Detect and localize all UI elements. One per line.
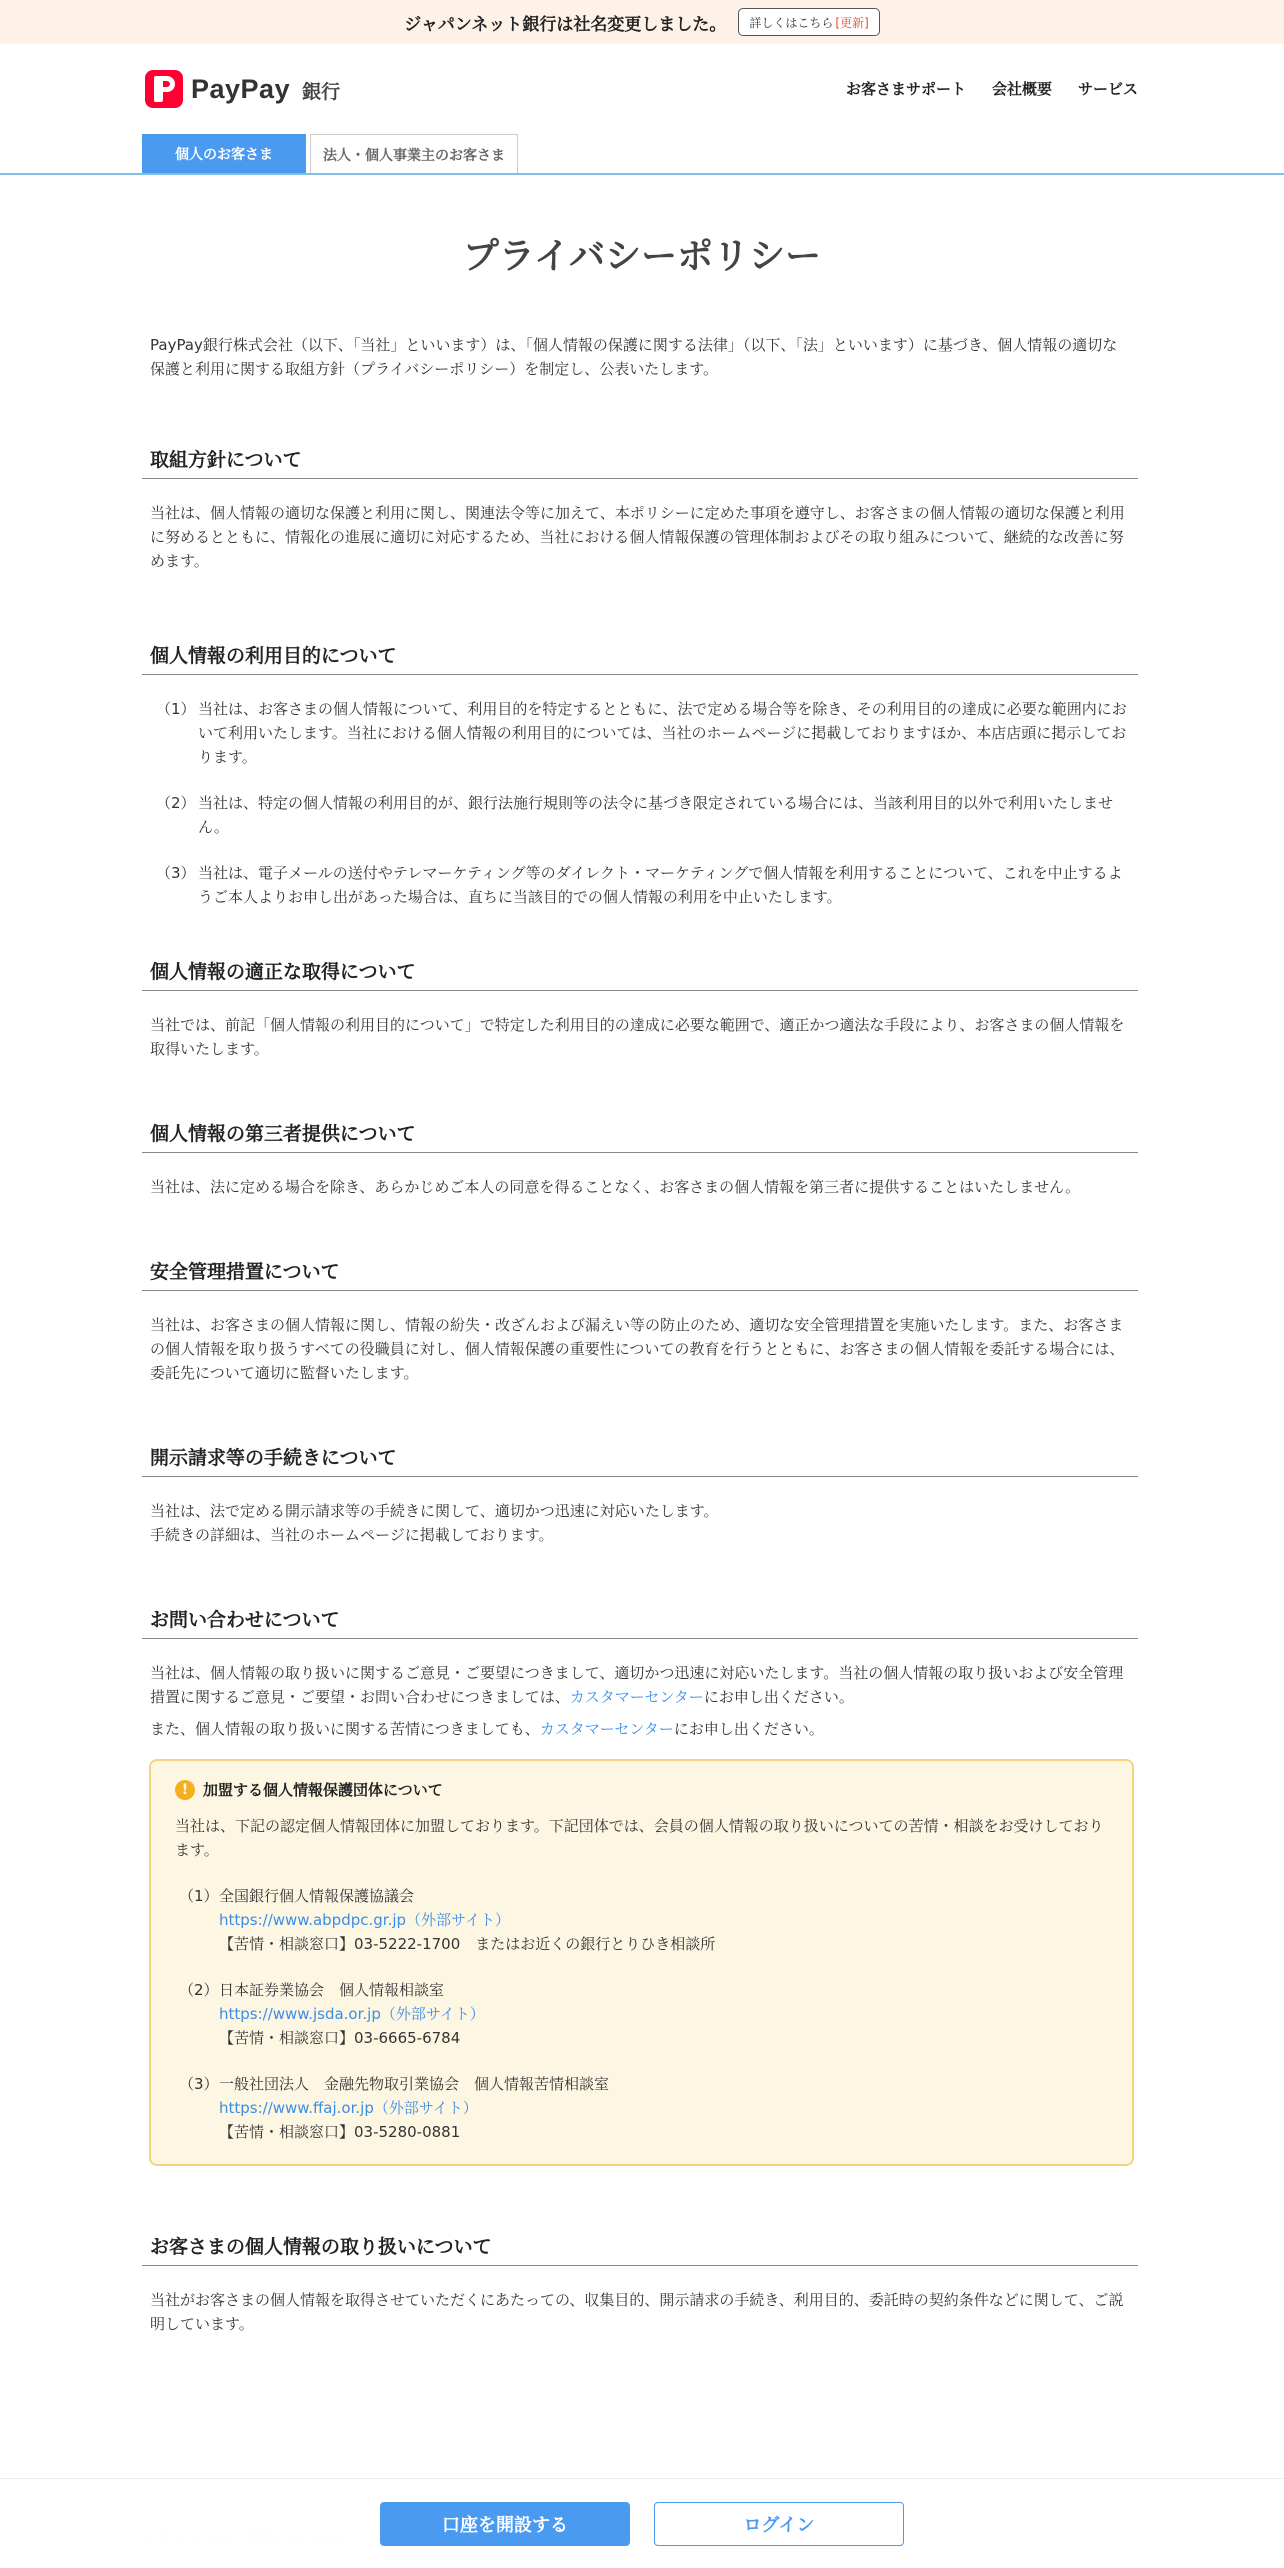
- tab-business[interactable]: 法人・個人事業主のお客さま: [310, 134, 518, 174]
- tab-personal[interactable]: 個人のお客さま: [142, 134, 306, 174]
- infobox-heading: [175, 1779, 1108, 1800]
- notice-details-button[interactable]: [738, 8, 879, 36]
- customer-type-tabs: [142, 134, 518, 174]
- inquiry-paragraph-2: また、個人情報の取り扱いに関する苦情につきましても、カスタマーセンターにお申し出ください。: [150, 1720, 824, 1738]
- section-inquiry: [150, 1605, 1130, 2166]
- list-number: （3）: [156, 864, 196, 882]
- section-text: 当社は、お客さまの個人情報に関し、情報の紛失・改ざんおよび漏えい等の防止のため、適切な安全管理措置を実施いたします。また、お客さまの個人情報を取り扱うすべての役職員に対し、個人情報保護の重要性についての教育を行うとともに、お客さまの個人情報を委託する場合には、委託先について適切に監督いたします。: [150, 1316, 1125, 1382]
- section-text-line: 手続きの詳細は、当社のホームページに掲載しております。: [150, 1526, 554, 1544]
- section-heading: 安全管理措置について: [142, 1257, 1138, 1291]
- paypay-logo-icon: [145, 70, 183, 108]
- paypay-bank-logo[interactable]: [145, 70, 340, 108]
- org-contact: 【苦情・相談窓口】03-6665-6784: [219, 2029, 461, 2047]
- member-organizations-box: [149, 1759, 1134, 2166]
- section-handling: [150, 2232, 1130, 2336]
- org-name: 日本証券業協会 個人情報相談室: [219, 1981, 445, 1999]
- section-heading: 個人情報の適正な取得について: [142, 957, 1138, 991]
- login-button[interactable]: ログイン: [654, 2502, 904, 2546]
- infobox-title: 加盟する個人情報保護団体について: [203, 1781, 443, 1799]
- top-navigation: [846, 78, 1138, 99]
- notice-update-tag: [更新]: [835, 15, 869, 30]
- list-text: 当社は、電子メールの送付やテレマーケティング等のダイレクト・マーケティングで個人情報を利用することについて、これを中止するようご本人よりお申し出があった場合は、直ちに当該目的での個人情報の利用を中止いたします。: [198, 864, 1123, 906]
- org-name: 全国銀行個人情報保護協議会: [219, 1887, 415, 1905]
- notice-details-label: 詳しくはこちら: [749, 15, 834, 30]
- section-text: 当社では、前記「個人情報の利用目的について」で特定した利用目的の達成に必要な範囲で、適正かつ適法な手段により、お客さまの個人情報を取得いたします。: [150, 1016, 1125, 1058]
- infobox-text: 当社は、下記の認定個人情報団体に加盟しております。下記団体では、会員の個人情報の取り扱いについての苦情・相談をお受けしております。: [175, 1817, 1104, 1859]
- customer-center-link[interactable]: カスタマーセンター: [569, 1688, 704, 1706]
- tab-divider: [0, 173, 1284, 175]
- inquiry-paragraph-1: 当社は、個人情報の取り扱いに関するご意見・ご要望につきまして、適切かつ迅速に対応いたします。当社の個人情報の取り扱いおよび安全管理措置に関するご意見・ご要望・お問い合わせにつきましては、カスタマーセンターにお申し出ください。: [150, 1664, 1124, 1706]
- page-title: プライバシーポリシー: [462, 236, 822, 277]
- list-item: [150, 861, 1130, 909]
- org-contact: 【苦情・相談窓口】03-5222-1700 またはお近くの銀行とりひき相談所: [219, 1935, 716, 1953]
- section-third-party: [150, 1119, 1130, 1199]
- section-disclosure: [150, 1443, 1130, 1547]
- nav-customer-support[interactable]: お客さまサポート: [845, 80, 966, 98]
- open-account-button[interactable]: 口座を開設する: [380, 2502, 630, 2546]
- list-item: [150, 697, 1130, 769]
- section-text-line: 当社は、法で定める開示請求等の手続きに関して、適切かつ迅速に対応いたします。: [150, 1502, 719, 1520]
- section-text: 当社は、法に定める場合を除き、あらかじめご本人の同意を得ることなく、お客さまの個人情報を第三者に提供することはいたしません。: [150, 1178, 1081, 1196]
- section-policy: [150, 445, 1130, 573]
- purpose-list: [150, 697, 1130, 909]
- org-name: 一般社団法人 金融先物取引業協会 個人情報苦情相談室: [219, 2075, 610, 2093]
- nav-company-overview[interactable]: 会社概要: [991, 80, 1052, 98]
- section-heading: 取組方針について: [142, 445, 1138, 479]
- exclamation-icon: !: [175, 1780, 195, 1800]
- section-security: [150, 1257, 1130, 1385]
- section-heading: 開示請求等の手続きについて: [142, 1443, 1138, 1477]
- org-number: （1）: [179, 1887, 219, 1905]
- organization-item: [175, 1884, 1108, 1956]
- section-heading: お問い合わせについて: [142, 1605, 1138, 1639]
- list-text: 当社は、特定の個人情報の利用目的が、銀行法施行規則等の法令に基づき限定されている場合には、当該利用目的以外で利用いたしません。: [198, 794, 1114, 836]
- logo-brand-sub: 銀行: [302, 81, 341, 103]
- notice-text: ジャパンネット銀行は社名変更しました。: [404, 14, 727, 35]
- org-number: （2）: [179, 1981, 219, 1999]
- logo-brand-name: PayPay: [191, 73, 291, 104]
- nav-services[interactable]: サービス: [1077, 80, 1138, 98]
- org-url-link[interactable]: https://www.jsda.or.jp（外部サイト）: [219, 2005, 485, 2023]
- list-item: [150, 791, 1130, 839]
- section-text: 当社がお客さまの個人情報を取得させていただくにあたっての、収集目的、開示請求の手続き、利用目的、委託時の契約条件などに関して、ご説明しています。: [150, 2291, 1124, 2333]
- section-acquisition: [150, 957, 1130, 1061]
- list-number: （1）: [156, 700, 196, 718]
- organization-item: [175, 1978, 1108, 2050]
- list-number: （2）: [156, 794, 196, 812]
- org-url-link[interactable]: https://www.abpdpc.gr.jp（外部サイト）: [219, 1911, 510, 1929]
- organization-item: [175, 2072, 1108, 2144]
- main-content: [150, 333, 1130, 2336]
- section-heading: お客さまの個人情報の取り扱いについて: [142, 2232, 1138, 2266]
- section-heading: 個人情報の利用目的について: [142, 641, 1138, 675]
- lead-paragraph: PayPay銀行株式会社（以下、「当社」といいます）は、「個人情報の保護に関する法律」（以下、「法」といいます）に基づき、個人情報の適切な保護と利用に関する取組方針（プライバシーポリシー）を制定し、公表いたします。: [150, 336, 1118, 378]
- notice-bar: [0, 0, 1284, 44]
- customer-center-link[interactable]: カスタマーセンター: [539, 1720, 674, 1738]
- fixed-bottom-bar: [0, 2478, 1284, 2568]
- org-url-link[interactable]: https://www.ffaj.or.jp（外部サイト）: [219, 2099, 478, 2117]
- section-purpose: [150, 641, 1130, 909]
- org-contact: 【苦情・相談窓口】03-5280-0881: [219, 2123, 461, 2141]
- org-number: （3）: [179, 2075, 219, 2093]
- list-text: 当社は、お客さまの個人情報について、利用目的を特定するとともに、法で定める場合等を除き、その利用目的の達成に必要な範囲内において利用いたします。当社における個人情報の利用目的については、当社のホームページに掲載しておりますほか、本店店頭に掲示しております。: [198, 700, 1127, 766]
- section-heading: 個人情報の第三者提供について: [142, 1119, 1138, 1153]
- section-text: 当社は、個人情報の適切な保護と利用に関し、関連法令等に加えて、本ポリシーに定めた事項を遵守し、お客さまの個人情報の適切な保護と利用に努めるとともに、情報化の進展に適切に対応するため、当社における個人情報保護の管理体制およびその取り組みについて、継続的な改善に努めます。: [150, 504, 1125, 570]
